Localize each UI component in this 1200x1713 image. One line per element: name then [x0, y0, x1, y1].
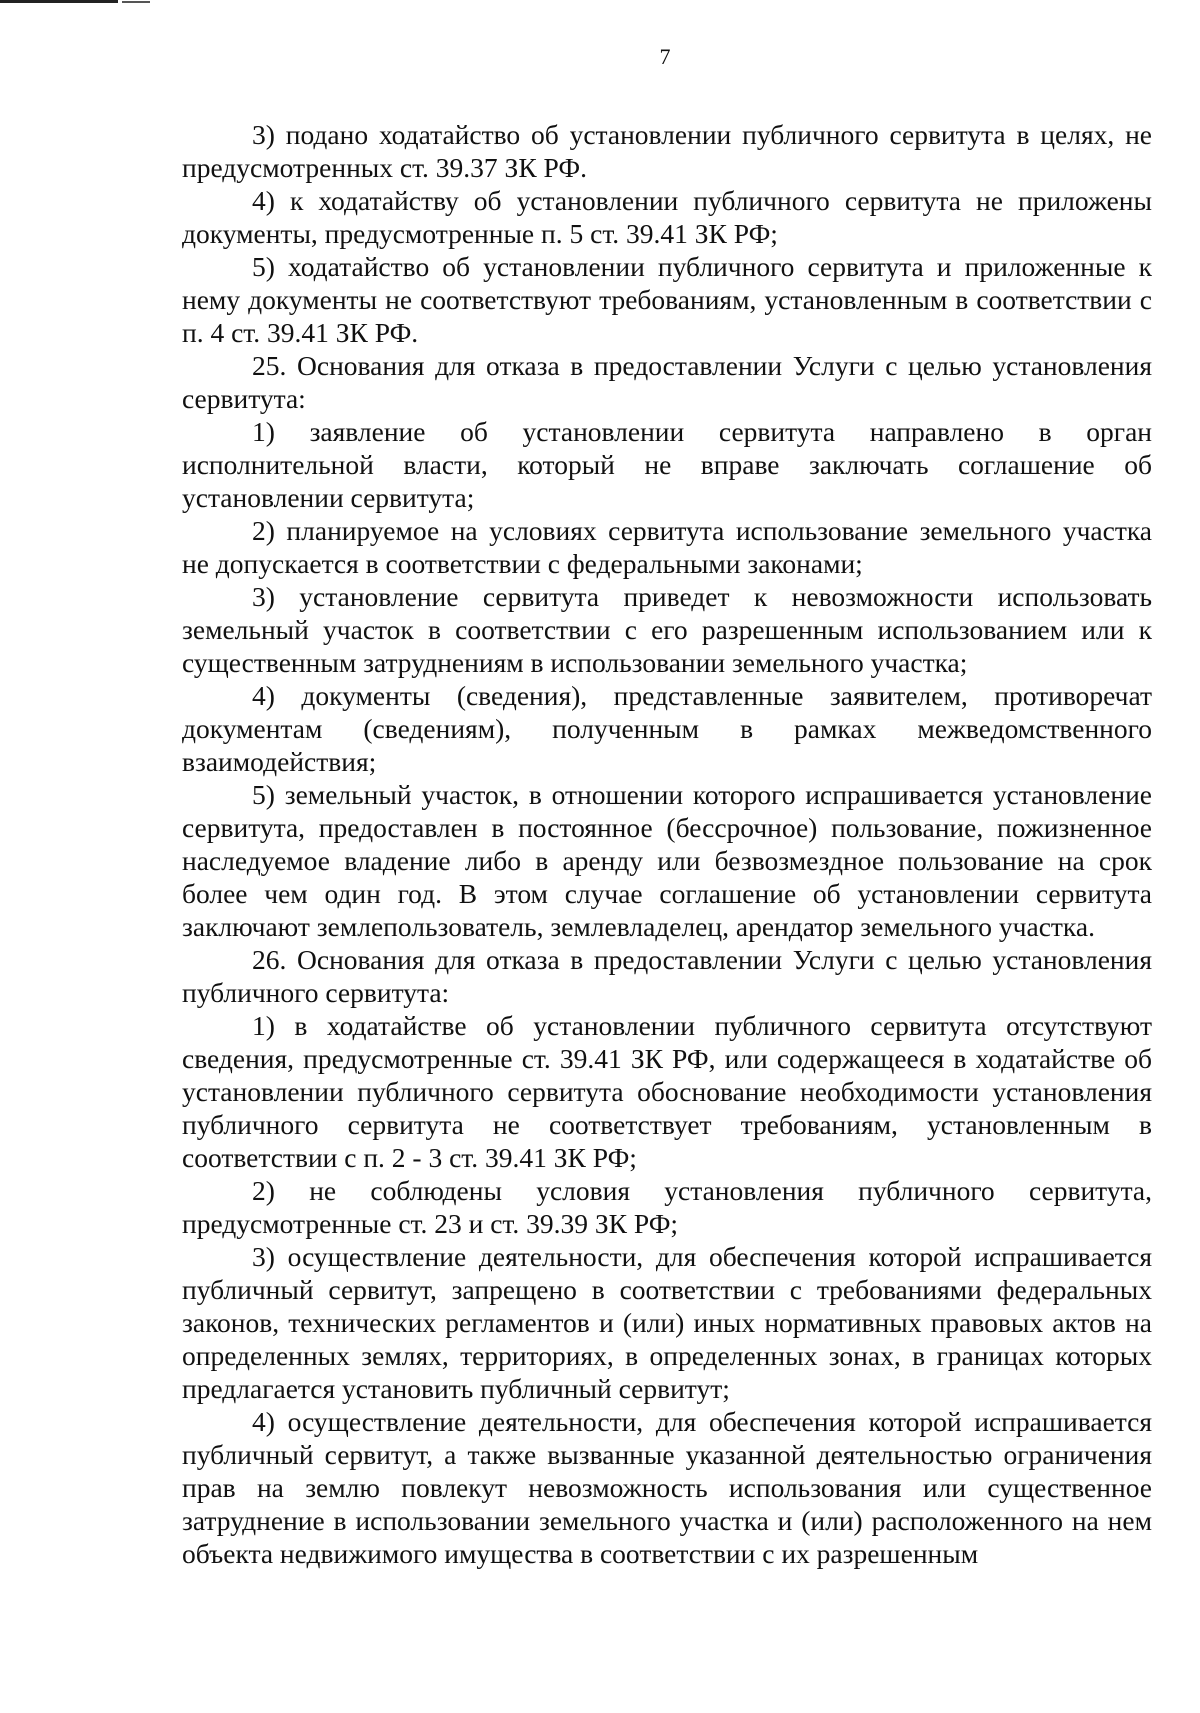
paragraph: 3) осуществление деятельности, для обеспечения которой испрашивается публичный сервитут, запрещено в соответствии с требованиями федеральных законов, технических регламентов и (или) иных нормативных правовых актов на определенных землях, территориях, в определенных зонах, в границах которых предлагается установить публичный сервитут;	[182, 1241, 1152, 1404]
paragraph: 5) земельный участок, в отношении которого испрашивается установление сервитута, предоставлен в постоянное (бессрочное) пользование, пожизненное наследуемое владение либо в аренду или безвозмездное пользование на срок более чем один год. В этом случае соглашение об установлении сервитута заключают землепользователь, землевладелец, арендатор земельного участка.	[182, 779, 1152, 942]
document-body	[182, 118, 1152, 1570]
page-number: 7	[659, 44, 671, 69]
paragraph: 1) в ходатайстве об установлении публичного сервитута отсутствуют сведения, предусмотренные ст. 39.41 ЗК РФ, или содержащееся в ходатайстве об установлении публичного сервитута обоснование необходимости установления публичного сервитута не соответствует требованиям, установленным в соответствии с п. 2 - 3 ст. 39.41 ЗК РФ;	[182, 1010, 1152, 1173]
scan-edge-mark	[0, 0, 118, 3]
paragraph: 3) установление сервитута приведет к невозможности использовать земельный участок в соответствии с его разрешенным использованием или к существенным затруднениям в использовании земельного участка;	[182, 581, 1152, 678]
paragraph: 4) осуществление деятельности, для обеспечения которой испрашивается публичный сервитут, а также вызванные указанной деятельностью ограничения прав на землю повлекут невозможность использования или существенное затруднение в использовании земельного участка и (или) расположенного на нем объекта недвижимого имущества в соответствии с их разрешенным	[182, 1406, 1152, 1569]
paragraph: 4) к ходатайству об установлении публичного сервитута не приложены документы, предусмотренные п. 5 ст. 39.41 ЗК РФ;	[182, 185, 1152, 249]
paragraph: 1) заявление об установлении сервитута направлено в орган исполнительной власти, который не вправе заключать соглашение об установлении сервитута;	[182, 416, 1152, 513]
paragraph: 3) подано ходатайство об установлении публичного сервитута в целях, не предусмотренных ст. 39.37 ЗК РФ.	[182, 119, 1152, 183]
paragraph: 2) планируемое на условиях сервитута использование земельного участка не допускается в соответствии с федеральными законами;	[182, 515, 1152, 579]
paragraph: 5) ходатайство об установлении публичного сервитута и приложенные к нему документы не соответствуют требованиям, установленным в соответствии с п. 4 ст. 39.41 ЗК РФ.	[182, 251, 1152, 348]
section-heading-26: 26. Основания для отказа в предоставлении Услуги с целью установления публичного сервитута:	[182, 944, 1152, 1008]
section-heading-25: 25. Основания для отказа в предоставлении Услуги с целью установления сервитута:	[182, 350, 1152, 414]
scan-edge-mark	[122, 1, 150, 3]
paragraph: 4) документы (сведения), представленные заявителем, противоречат документам (сведениям), полученным в рамках межведомственного взаимодействия;	[182, 680, 1152, 777]
paragraph: 2) не соблюдены условия установления публичного сервитута, предусмотренные ст. 23 и ст. 39.39 ЗК РФ;	[182, 1175, 1152, 1239]
